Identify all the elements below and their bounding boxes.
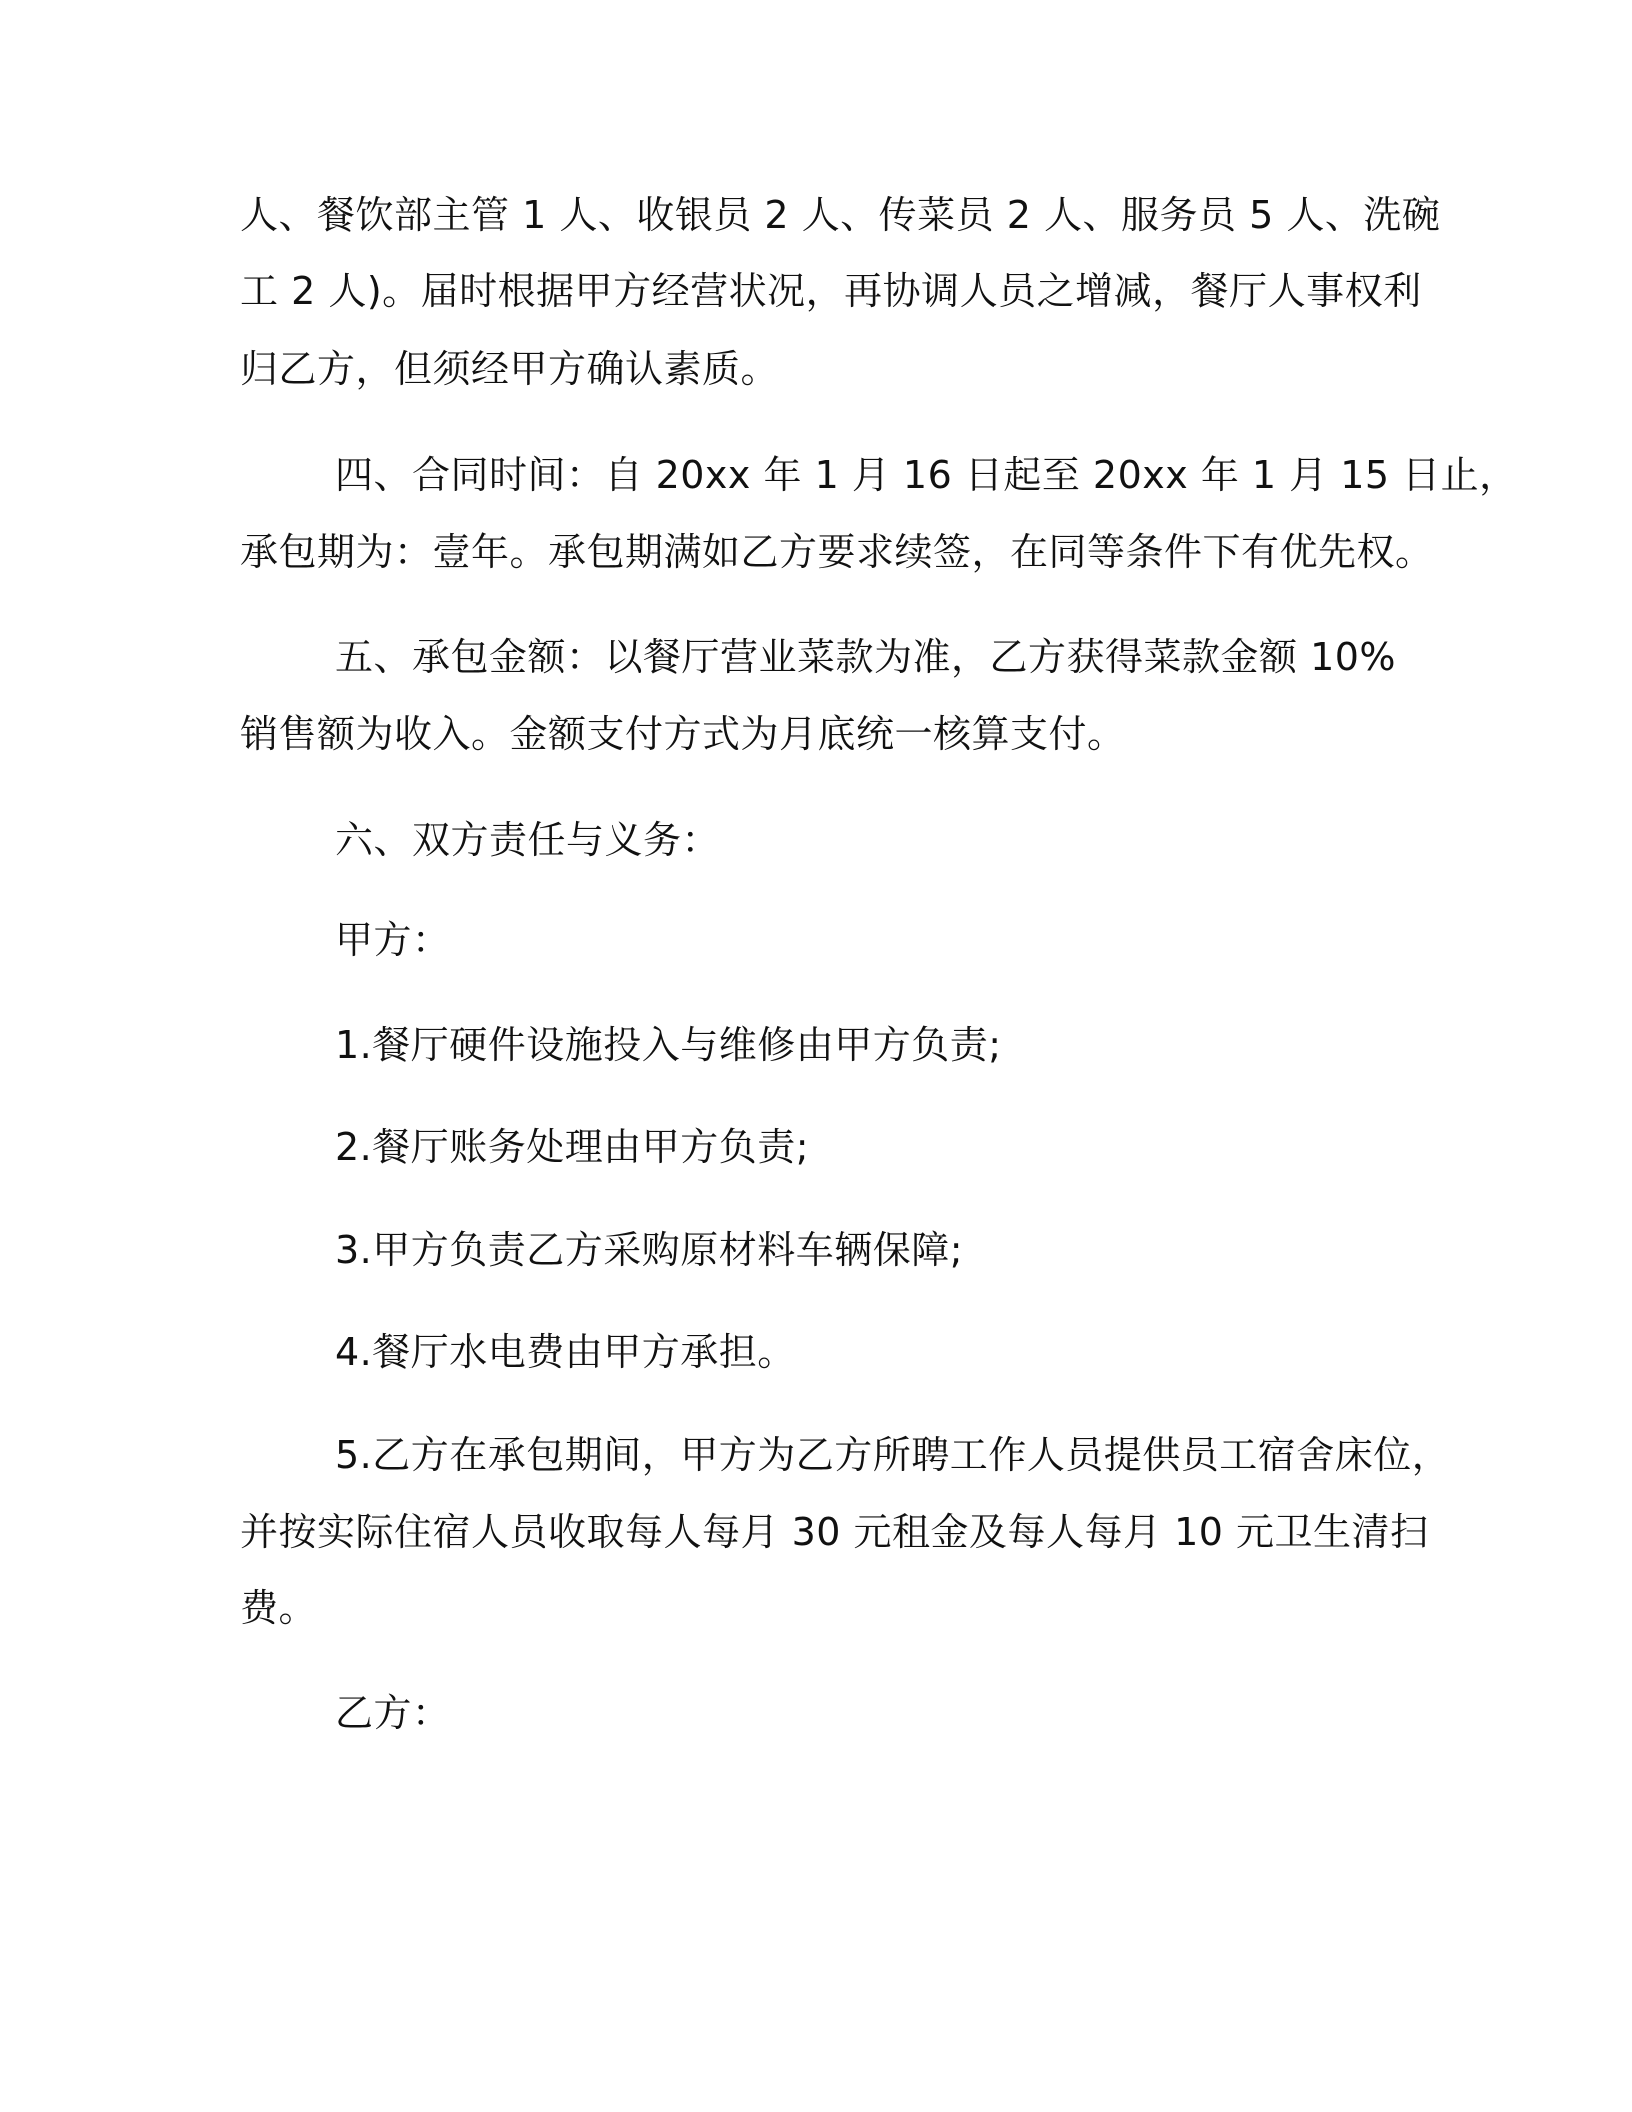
text-line: 承包期为：壹年。承包期满如乙方要求续签，在同等条件下有优先权。 xyxy=(240,530,1434,574)
section-heading-contract-period: 四、合同时间：自 20xx 年 1 月 16 日起至 20xx 年 1 月 15 日止， xyxy=(335,453,1518,497)
list-item: 4.餐厅水电费由甲方承担。 xyxy=(335,1330,796,1374)
party-b-heading: 乙方： xyxy=(335,1691,451,1735)
list-item: 3.甲方负责乙方采购原材料车辆保障; xyxy=(335,1228,964,1272)
list-item: 1.餐厅硬件设施投入与维修由甲方负责; xyxy=(335,1023,1002,1067)
text-line: 人、餐饮部主管 1 人、收银员 2 人、传菜员 2 人、服务员 5 人、洗碗 xyxy=(240,193,1441,237)
list-item: 5.乙方在承包期间，甲方为乙方所聘工作人员提供员工宿舍床位， xyxy=(335,1433,1451,1477)
section-heading-responsibilities: 六、双方责任与义务： xyxy=(335,818,721,862)
text-line: 工 2 人)。届时根据甲方经营状况，再协调人员之增减，餐厅人事权利 xyxy=(240,269,1422,313)
text-line: 并按实际住宿人员收取每人每月 30 元租金及每人每月 10 元卫生清扫 xyxy=(240,1510,1429,1554)
text-line: 销售额为收入。金额支付方式为月底统一核算支付。 xyxy=(240,712,1126,756)
section-heading-contract-amount: 五、承包金额：以餐厅营业菜款为准，乙方获得菜款金额 10% xyxy=(335,635,1397,679)
text-line: 费。 xyxy=(240,1586,318,1630)
list-item: 2.餐厅账务处理由甲方负责; xyxy=(335,1125,810,1169)
text-line: 归乙方，但须经甲方确认素质。 xyxy=(240,347,780,391)
party-a-heading: 甲方： xyxy=(335,918,451,962)
